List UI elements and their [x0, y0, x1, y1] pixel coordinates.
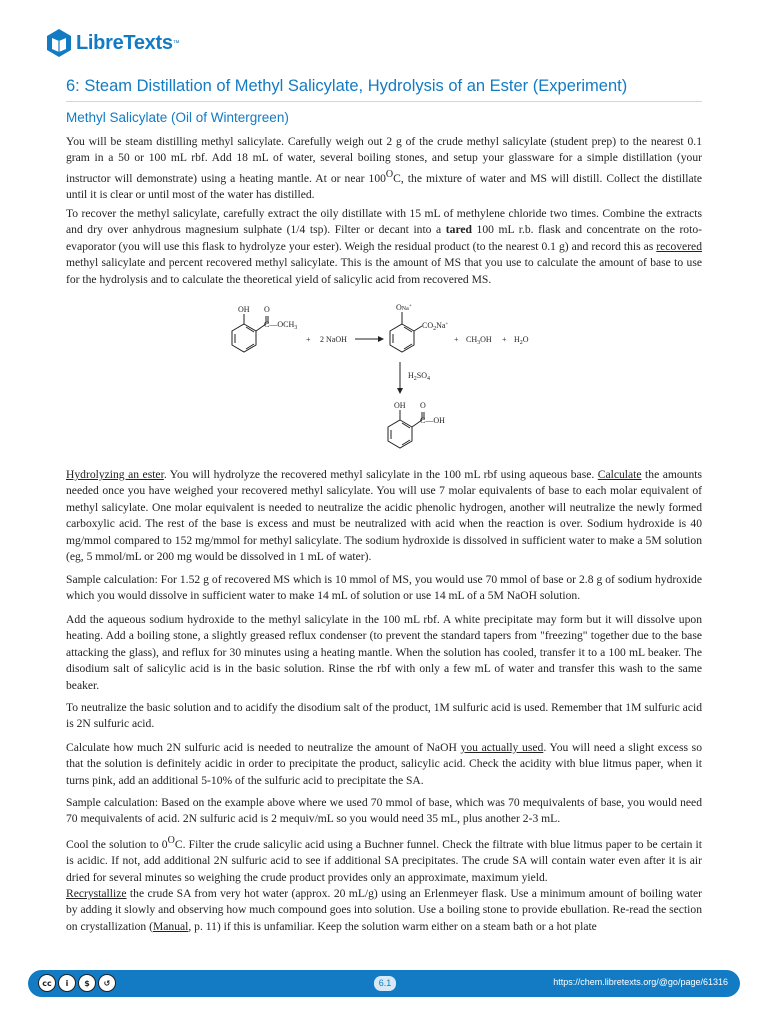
page-url-link[interactable]: https://chem.libretexts.org/@go/page/61316 — [553, 977, 728, 987]
logo-text: LibreTexts — [76, 31, 173, 54]
paragraph-steam-distillation: You will be steam distilling methyl salicylate. Carefully weigh out 2 g of the crude methyl salicylate (student prep) to the nearest 0.1 gram in a 50 or 100 mL rbf. Add 18 mL of water, several boiling stones, and setup your glassware for a simple distillation (your instructor will demonstrate) using a heating mantle. At or near $100^OC$, the mixture of water and MS will distill. Collect the distillate until it is clear or until most of the water has distilled. — [66, 135, 702, 202]
benzene-ring-intermediate — [390, 324, 414, 352]
sulfuric-acid-label: $H_2SO_4$ — [408, 371, 431, 382]
paragraph-recrystallize: Recrystallize the crude SA from very hot water (approx. 20 mL/g) using an Erlenmeyer flask. Use a minimum amount of boiling water by adding it slowly and observing how much compound goes into solution. Use a boiling stone to provide ebullation. Re-read the section on crystallization (Manual, p. 11) if this is unfamiliar. Keep the solution warm either on a steam bath or a hot plate — [66, 887, 702, 933]
reactant-carbonyl-o: O — [264, 305, 270, 314]
logo-trademark: ™ — [172, 39, 180, 47]
intermediate-phenoxide: ONa+ — [396, 303, 412, 312]
paragraph-calculate-acid: Calculate how much 2N sulfuric acid is needed to neutralize the amount of NaOH you actually used. You will need a slight excess so that the solution is definitely acidic in order to precipitate the product, salicylic acid. Check the acidity with blue litmus paper, when it turns pink, add an additional 5-10% of the sulfuric acid to precipitate the SA. — [66, 741, 702, 787]
reactant-ester-group: $C—OCH_3$ — [264, 320, 298, 331]
paragraph-reflux: Add the aqueous sodium hydroxide to the methyl salicylate in the 100 mL rbf. A white precipitate may form but it will dissolve upon heating. Add a boiling stone, a slightly greased reflux condenser (to prevent the standard tapers from "freezing" together due to the base attacking the glass), and reflux for 30 minutes using a heating mantle. When the solution has cooled, transfer it to a 100 mL beaker. The disodium salt of salicylic acid is in the basic solution. Rinse the rbf with only a few mL of water and transfer this wash to the same beaker. — [66, 613, 702, 692]
page-number: 6.1 — [374, 976, 396, 991]
section-heading: Methyl Salicylate (Oil of Wintergreen) — [66, 110, 289, 125]
page-title: 6: Steam Distillation of Methyl Salicylate, Hydrolysis of an Ester (Experiment) — [66, 77, 628, 95]
paragraph-sample-calc-1: Sample calculation: For 1.52 g of recovered MS which is 10 mmol of MS, you would use 70 mmol of base or 2.8 g of sodium hydroxide which you would dissolve in sufficient water to make 14 mL of solution or use 14 mL of a 5M NaOH solution. — [66, 573, 702, 603]
methanol-label: $CH_3OH$ — [466, 335, 492, 346]
reaction-scheme — [220, 296, 560, 458]
intermediate-carboxylate: $CO_2Na^+$ — [422, 321, 449, 332]
plus-sign-1: + — [306, 335, 311, 344]
paragraph-hydrolysis: Hydrolyzing an ester. You will hydrolyze the recovered methyl salicylate in the 100 mL rbf using aqueous base. Calculate the amounts needed once you have weighed your recovered methyl salicylate. You will use 7 molar equivalents of base to each molar equivalent of methyl salicylate. One molar equivalent is needed to neutralize the acidic phenolic hydrogen, another will neutralize the newly formed carboxylic acid. The rest of the base is excess and must be neutralized with acid when the reaction is over. Sodium hydroxide is 40 mg/mmol compared to 152 mg/mmol for methyl salicylate. The sodium hydroxide is dissolved in sufficient water to make a 5M solution (eg, 5 mmol/mL or 200 mg would be dissolved in 1 mL of water). — [66, 468, 703, 564]
product-oh-label: OH — [394, 401, 406, 410]
product-carbonyl-o: O — [420, 401, 426, 410]
paragraph-recovery: To recover the methyl salicylate, carefully extract the oily distillate with 15 mL of methylene chloride two times. Combine the extracts and dry over anhydrous magnesium sulphate (1/4 tsp). Filter or decant into a tared 100 mL r.b. flask and concentrate on the roto-evaporator (you will use this flask to hydrolyze your ester). Weigh the residual product (to the nearest 0.1 g) and record this as recovered methyl salicylate and percent recovered methyl salicylate. This is the amount of MS that you use to calculate the amount of base to use for the hydrolysis and to calculate the theoretical yield of salicylic acid from recovered MS. — [66, 207, 702, 286]
noncommercial-icon: $ — [78, 974, 96, 992]
page-footer — [28, 970, 740, 997]
benzene-ring-reactant — [232, 324, 256, 352]
paragraph-sample-calc-2: Sample calculation: Based on the example above where we used 70 mmol of base, which was 70 mequivalents of base, you would need 70 mequivalents of acid. 2N sulfuric acid is 2 mequiv/mL so you would need 35 mL, plus another 2-3 mL. — [66, 796, 702, 826]
paragraph-cool-filter: Cool the solution to $0^OC$. Filter the crude salicylic acid using a Buchner funnel. Check the filtrate with blue litmus paper to be certain it is acidic. If not, add additional 2N sulfuric acid to see if additional SA precipitates. The crude SA will contain water even after it is air dried for several minutes so weighing the crude product provides only an approximate, maximum yield. — [66, 835, 703, 884]
libretexts-logo[interactable] — [46, 28, 180, 58]
cc-license-badge[interactable] — [38, 974, 116, 992]
libretexts-logo-icon — [46, 28, 72, 58]
naoh-label: 2 NaOH — [320, 335, 347, 344]
attribution-icon: i — [58, 974, 76, 992]
cc-icon: cc — [38, 974, 56, 992]
paragraph-neutralize: To neutralize the basic solution and to acidify the disodium salt of the product, 1M sulfuric acid is used. Remember that 1M sulfuric acid is 2N sulfuric acid. — [66, 701, 702, 731]
title-divider — [66, 101, 702, 102]
product-acid-group: C—OH — [420, 416, 445, 425]
reactant-oh-label: OH — [238, 305, 250, 314]
benzene-ring-product — [388, 420, 412, 448]
plus-sign-3: + — [502, 335, 507, 344]
sharealike-icon: ↺ — [98, 974, 116, 992]
plus-sign-2: + — [454, 335, 459, 344]
water-label: $H_2O$ — [514, 335, 529, 346]
